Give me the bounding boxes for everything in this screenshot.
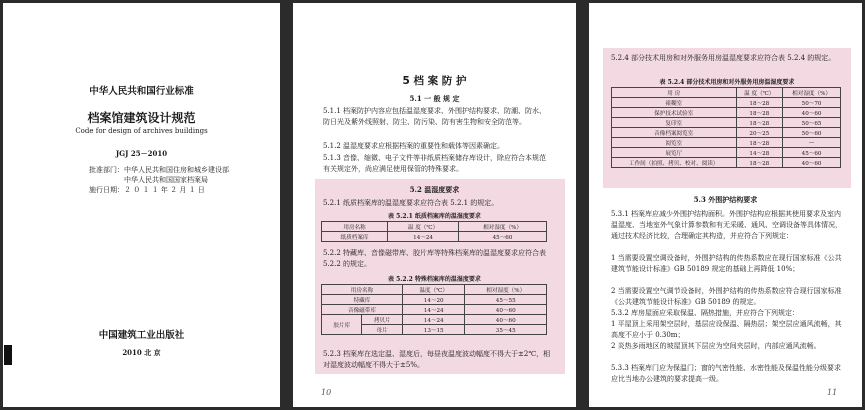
table-5-2-4-title: 表 5.2.4 部分技术用房和对外服务用房温湿度要求 [659,79,795,86]
clause-5-3-2: 5.3.2 库房屋面应采取保温、隔热措施，并应符合下列规定： [611,309,800,317]
table-cell: 14～20 [402,295,464,305]
table-5-2-4 [611,87,841,168]
table-row [612,128,841,138]
table-cell: 50～65 [783,118,841,128]
table-header: 相对湿度（%） [465,285,547,295]
table-cell: 40～60 [465,315,547,325]
clause-5-1-2: 5.1.2 温湿度要求应根据档案的重要性和载体等因素确定。 [323,142,505,150]
table-header: 温 度（℃） [388,222,459,232]
page-10 [293,3,576,407]
table-cell: 45～60 [783,148,841,158]
page-number: 11 [827,388,838,397]
table-cell: 35～45 [465,325,547,335]
table-cell: 14～24 [402,315,464,325]
table-row [612,148,841,158]
document-title-cn: 档案馆建筑设计规范 [87,111,196,125]
clause-5-2-1: 5.2.1 纸质档案库的温湿度要求应符合表 5.2.1 的规定。 [323,199,499,207]
page-edge-mark [4,345,12,365]
table-cell: 特藏库 [322,295,403,305]
approval-block [89,165,229,195]
table-header: 相对湿度（%） [783,88,841,98]
section-5-1-title: 5.1 一 般 规 定 [409,94,460,103]
table-cell: 音像档案阅览室 [612,128,737,138]
table-row [612,138,841,148]
clause-5-2-4: 5.2.4 部分技术用房和对外服务用房温湿度要求应符合表 5.2.4 的规定。 [611,54,836,62]
table-cell: 40～60 [783,108,841,118]
clause-5-3-2-item-1: 1 平屋顶上采用架空层时，基层应设保温、隔热层；架空层应通风流畅，其高度不应小于 0.30m； [611,320,842,339]
table-5-2-2 [321,284,547,335]
publisher-name: 中国建筑工业出版社 [98,330,185,341]
table-cell: 18～28 [736,158,783,168]
standard-category: 中华人民共和国行业标准 [89,86,194,97]
table-cell: 保护技术试验室 [612,108,737,118]
table-cell: 13～15 [402,325,464,335]
table-row [612,108,841,118]
effective-label: 施行日期： [89,186,124,194]
table-cell: 拷贝片 [362,315,402,325]
table-row [612,158,841,168]
table-row [322,315,547,325]
clause-5-3-1-item-2: 2 当需要设置空气调节设备时，外围护结构的传热系数应符合现行国家标准《公共建筑节能设计标准》GB 50189 的规定。 [611,287,842,306]
table-cell: 45～55 [465,295,547,305]
table-cell: 50～60 [783,128,841,138]
table-cell: 50～70 [783,98,841,108]
section-5-2-title: 5.2 温湿度要求 [409,185,460,194]
page-11 [589,3,862,407]
table-5-2-1-title: 表 5.2.1 纸质档案库的温湿度要求 [388,213,481,220]
table-header: 用房名称 [322,222,388,232]
effective-date: ２ ０ １ １ 年 ２ 月 １ 日 [124,186,205,194]
table-header: 用 房 [612,88,737,98]
document-title-en: Code for design of archives buildings [75,127,208,135]
clause-5-2-2: 5.2.2 特藏库、音像磁带库、胶片库等特殊档案库的温湿度要求应符合表 5.2.2 的规定。 [323,249,547,268]
table-5-2-1 [321,221,547,242]
table-row [322,232,547,242]
table-5-2-2-title: 表 5.2.2 特殊档案库的温湿度要求 [388,276,481,283]
table-cell: 18～28 [736,98,783,108]
table-cell: 裱糊室 [612,98,737,108]
clause-5-3-1-item-1: 1 当需要设置空调设备时，外围护结构的传热系数应在现行国家标准《公共建筑节能设计标准》GB 50189 规定的基础上再降低 10%； [611,254,842,273]
table-cell: 18～28 [736,118,783,128]
clause-5-3-3: 5.3.3 档案库门应为保温门；窗的气密性能、水密性能及保温性能分级要求应比当地办公建筑的要求提高一级。 [611,364,842,383]
table-header: 温度（℃） [402,285,464,295]
table-cell: 母片 [362,325,402,335]
table-row [322,295,547,305]
table-cell: 40～60 [783,158,841,168]
table-cell: 18～28 [736,108,783,118]
table-header: 温 度（℃） [736,88,783,98]
table-cell: — [783,138,841,148]
table-row [612,118,841,128]
publication-place-year: 2010 北 京 [122,348,161,357]
table-cell: 18～28 [736,138,783,148]
table-cell: 展览厅 [612,148,737,158]
table-cell: 20～25 [736,128,783,138]
approval-label: 批准部门： [89,166,124,174]
table-cell: 40～60 [465,305,547,315]
table-header: 相对湿度（%） [459,222,547,232]
table-cell: 阅览室 [612,138,737,148]
clause-5-2-3: 5.2.3 档案库在选定温、湿度后，每昼夜温度波动幅度不得大于±2℃，相对湿度波动幅度不得大于±5%。 [323,350,551,369]
chapter-title: 5 档 案 防 护 [402,75,467,87]
clause-5-3-1: 5.3.1 档案库应减少外围护结构面积。外围护结构应根据其使用要求及室内温湿度、当地室外气象计算参数和有无采暖、通风、空调设备等具体情况，通过技术经济比较，合理确定其构造，并应符合下列规定： [611,210,842,240]
table-header: 用房名称 [322,285,403,295]
clause-5-3-2-item-2: 2 炎热多雨地区的坡屋顶其下层应为空间夹层时，内部应通风流畅。 [611,342,821,350]
table-cell: 工作间（拍照、拷贝、校对、阅读） [612,158,737,168]
table-cell-group: 胶片库 [322,315,362,335]
cover-page [3,3,280,407]
table-cell: 音像磁带库 [322,305,403,315]
approver-ministry: 中华人民共和国住房和城乡建设部 [124,166,229,174]
section-5-3-title: 5.3 外围护结构要求 [693,195,758,204]
table-cell: 45～60 [459,232,547,242]
table-cell: 复印室 [612,118,737,128]
clause-5-1-1: 5.1.1 档案防护内容应包括温湿度要求、外围护结构要求、防潮、防水、防日光及紫外线照射、防尘、防污染、防有害生物和安全防范等。 [323,107,547,126]
table-cell: 纸质档案库 [322,232,388,242]
table-cell: 14～28 [736,148,783,158]
page-number: 10 [321,388,332,397]
standard-code: JGJ 25－2010 [115,149,168,158]
table-cell: 14～24 [402,305,464,315]
clause-5-1-3: 5.1.3 音像、缩微、电子文件等非纸质档案储存库设计，除应符合本规范有关规定外，尚应满足使用保管的特殊要求。 [323,154,547,173]
table-row [612,98,841,108]
table-row [322,305,547,315]
table-cell: 14～24 [388,232,459,242]
approver-archives: 中华人民共和国国家档案局 [124,176,208,184]
